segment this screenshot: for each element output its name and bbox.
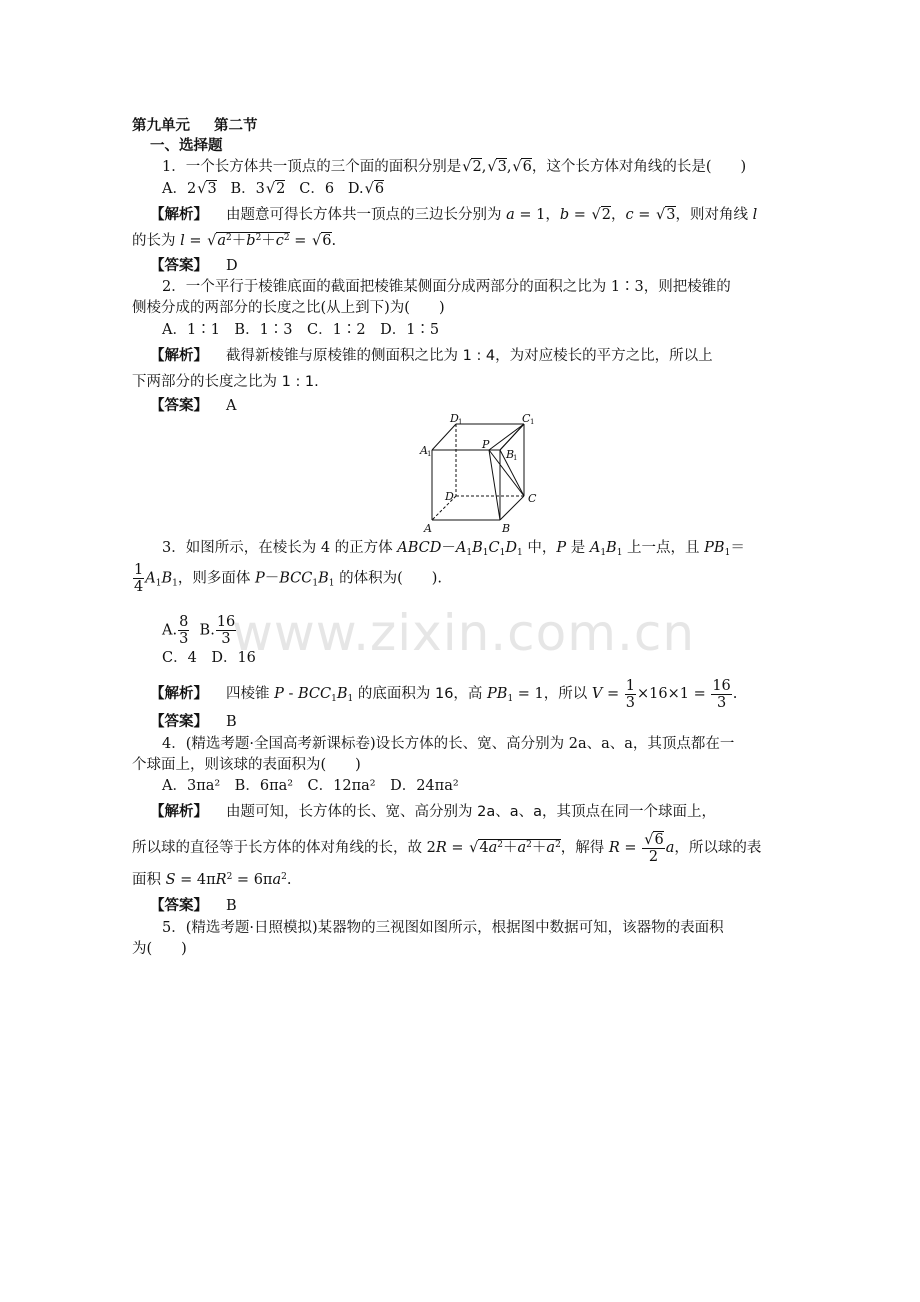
q1-answer: 【答案】 D <box>150 258 238 274</box>
q2-answer: 【答案】 A <box>150 398 237 414</box>
q5-stem-1: 5．(精选考题·日照模拟)某器物的三视图如图所示，根据图中数据可知，该器物的表面积 <box>162 920 724 936</box>
q4-options: A．3πa² B．6πa² C．12πa² D．24πa² <box>162 778 459 794</box>
section-header <box>132 116 258 136</box>
q2-analysis: 【解析】 截得新棱锥与原棱锥的侧面积之比为 1 : 4，为对应棱长的平方之比，所以上 <box>150 348 713 364</box>
label-D: D <box>445 490 454 503</box>
answer-label: 【答案】 <box>150 258 208 274</box>
label-A: A <box>424 522 432 535</box>
q2-stem-2: 侧棱分成的两部分的长度之比(从上到下)为( ) <box>132 300 445 316</box>
analysis-label: 【解析】 <box>150 804 208 820</box>
label-P: P <box>482 438 490 451</box>
label-B: B <box>502 522 511 535</box>
q3-stem-2: $\frac{1}{4}$ $A_1B_1$，则多面体 $P-BCC_1B_1$ 的体积为( ). <box>134 562 443 595</box>
unit-title: 第九单元 <box>132 117 190 134</box>
label-C1: C <box>522 412 531 425</box>
label-D1: D <box>450 412 459 425</box>
cube-figure <box>416 412 546 536</box>
label-B1: B <box>506 448 515 461</box>
q4-analysis-2: 所以球的直径等于长方体的体对角线的长，故 2R = √ $4a^2+a^2+a^2$，解得 R = √ $\frac{6}{2}$ a，所以球的表 <box>132 830 761 866</box>
analysis-label: 【解析】 <box>150 686 208 702</box>
section-title: 第二节 <box>214 117 258 134</box>
q3-stem: 3．如图所示，在棱长为 4 的正方体 $ABCD-A_1B_1C_1D_1$ 中，P 是 $A_1B_1$ 上一点，且 $PB_1=$ <box>162 540 745 558</box>
figure-labels <box>419 412 537 535</box>
analysis-label: 【解析】 <box>150 348 208 364</box>
q3-answer: 【答案】 B <box>150 714 237 730</box>
q4-analysis: 【解析】 由题可知，长方体的长、宽、高分别为 2a、a、a，其顶点在同一个球面上， <box>150 804 716 820</box>
q2-options: A．1∶1 B．1∶3 C．1∶2 D．1∶5 <box>162 322 440 338</box>
svg-text:1: 1 <box>513 454 518 462</box>
q1-options: A．2√ 3 B．3√ 2 C．6 D.√ 6 <box>162 179 384 199</box>
q3-analysis: 【解析】 四棱锥 P - $BCC_1B_1$ 的底面积为 16，高 $PB_1 = 1$，所以 V = $\frac{1}{3}$ ×16×1 = $\frac{16}{3}$ . <box>150 677 738 711</box>
svg-text:1: 1 <box>530 418 535 426</box>
label-C: C <box>528 492 537 505</box>
q1-stem: 1．一个长方体共一顶点的三个面的面积分别是√ 2,√ 3,√ 6，这个长方体对角线的长是( ) <box>162 157 746 177</box>
label-A1: A <box>420 444 428 457</box>
q4-stem-1: 4．(精选考题·全国高考新课标卷)设长方体的长、宽、高分别为 2a、a、a，其顶点都在一 <box>162 736 735 752</box>
q2-stem-1: 2．一个平行于棱锥底面的截面把棱锥某侧面分成两部分的面积之比为 1∶3，则把棱锥的 <box>162 279 731 295</box>
answer-label: 【答案】 <box>150 398 208 414</box>
q3-options-cd: C．4 D．16 <box>162 650 256 666</box>
q5-stem-2: 为( ) <box>132 941 187 957</box>
q4-analysis-3: 面积 $S = 4\pi R^2 = 6\pi a^2$. <box>132 872 292 888</box>
q2-analysis-2: 下两部分的长度之比为 1 : 1. <box>132 374 319 390</box>
q4-answer: 【答案】 B <box>150 898 237 914</box>
part-title: 一、选择题 <box>150 137 223 154</box>
analysis-label: 【解析】 <box>150 207 208 223</box>
q1-analysis-2: 的长为 l = √ $a^2+b^2+c^2$ = √ 6. <box>132 231 336 251</box>
answer-label: 【答案】 <box>150 714 208 730</box>
watermark: www.zixin.com.cn <box>232 604 696 662</box>
answer-label: 【答案】 <box>150 898 208 914</box>
q1-analysis: 【解析】 由题意可得长方体共一顶点的三边长分别为 a = 1，b = √ 2，c = √ 3，则对角线 l <box>150 205 757 225</box>
svg-text:1: 1 <box>427 450 432 458</box>
svg-text:1: 1 <box>458 418 463 426</box>
q3-options-ab: A. $\frac{8}{3}$ B. $\frac{16}{3}$ <box>162 614 236 647</box>
q4-stem-2: 个球面上，则该球的表面积为( ) <box>132 757 361 773</box>
